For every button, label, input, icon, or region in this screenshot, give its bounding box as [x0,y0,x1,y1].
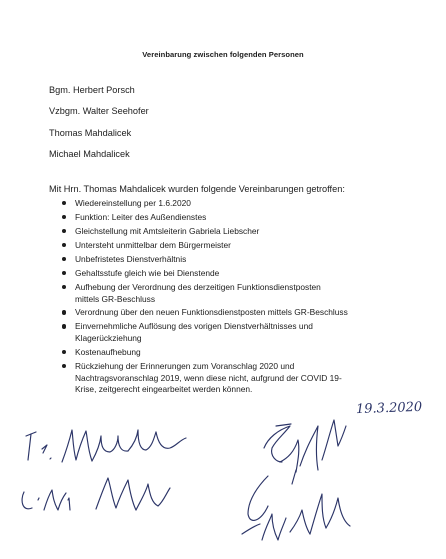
bullet-icon [62,257,66,261]
agreement-item-text: Aufhebung der Verordnung des derzeitigen Funktionsdienstposten [75,281,321,292]
bullet-icon [62,350,66,354]
handwritten-date: 19.3.2020 [355,399,423,418]
agreement-item-text: Untersteht unmittelbar dem Bürgermeister [75,239,231,250]
agreement-item [62,347,392,359]
signature-left-lower [22,478,170,510]
agreement-item-text: Krise, zeitgerecht eingearbeitet werden können. [75,384,253,395]
agreement-item-text: Nachtragsvoranschlag 2019, wenn diese nicht, aufgrund der COVID 19- [75,372,342,383]
agreement-item [62,282,392,305]
agreement-item [62,198,392,210]
agreement-item-text: Gleichstellung mit Amtsleiterin Gabriela Liebscher [75,225,260,236]
agreement-list [62,198,392,398]
document-title: Vereinbarung zwischen folgenden Personen [142,50,304,59]
agreement-item-text: Klagerückziehung [75,333,142,344]
agreement-item [62,212,392,224]
agreement-item [62,361,392,396]
intro-text: Mit Hrn. Thomas Mahdalicek wurden folgende Vereinbarungen getroffen: [49,184,345,194]
agreement-item-text: Unbefristetes Dienstverhältnis [75,253,187,264]
agreement-item-text: Gehaltsstufe gleich wie bei Dienstende [75,267,220,278]
agreement-item-text: Verordnung über den neuen Funktionsdienstposten mittels GR-Beschluss [75,307,348,318]
person-name: Vzbgm. Walter Seehofer [49,106,149,117]
bullet-icon [62,229,66,233]
bullet-icon [62,285,66,289]
agreement-item-text: Wiedereinstellung per 1.6.2020 [75,198,191,208]
agreement-item-text: Rückziehung der Erinnerungen zum Voranschlag 2020 und [75,361,295,372]
agreement-item-text: Funktion: Leiter des Außendienstes [75,211,207,222]
agreement-item-text: mittels GR-Beschluss [75,293,156,304]
agreement-item [62,268,392,280]
bullet-icon [62,215,66,219]
person-name: Thomas Mahdalicek [49,127,132,138]
agreement-item [62,307,392,319]
person-name: Michael Mahdalicek [49,148,130,159]
agreement-item-text: Einvernehmliche Auflösung des vorigen Dienstverhältnisses und [75,321,313,332]
signature-right-lower [242,476,350,540]
bullet-icon [62,271,66,275]
bullet-icon [62,243,66,247]
agreement-item [62,226,392,238]
bullet-icon [62,201,66,205]
agreement-item-text: Kostenaufhebung [75,347,141,358]
bullet-icon [62,310,66,314]
bullet-icon [62,324,66,328]
agreement-item [62,254,392,266]
persons-list [49,84,149,169]
signature-right-upper [264,420,346,484]
signature-left-upper [26,430,186,462]
agreement-item [62,321,392,344]
agreement-item [62,240,392,252]
bullet-icon [62,364,66,368]
person-name: Bgm. Herbert Porsch [49,85,135,95]
